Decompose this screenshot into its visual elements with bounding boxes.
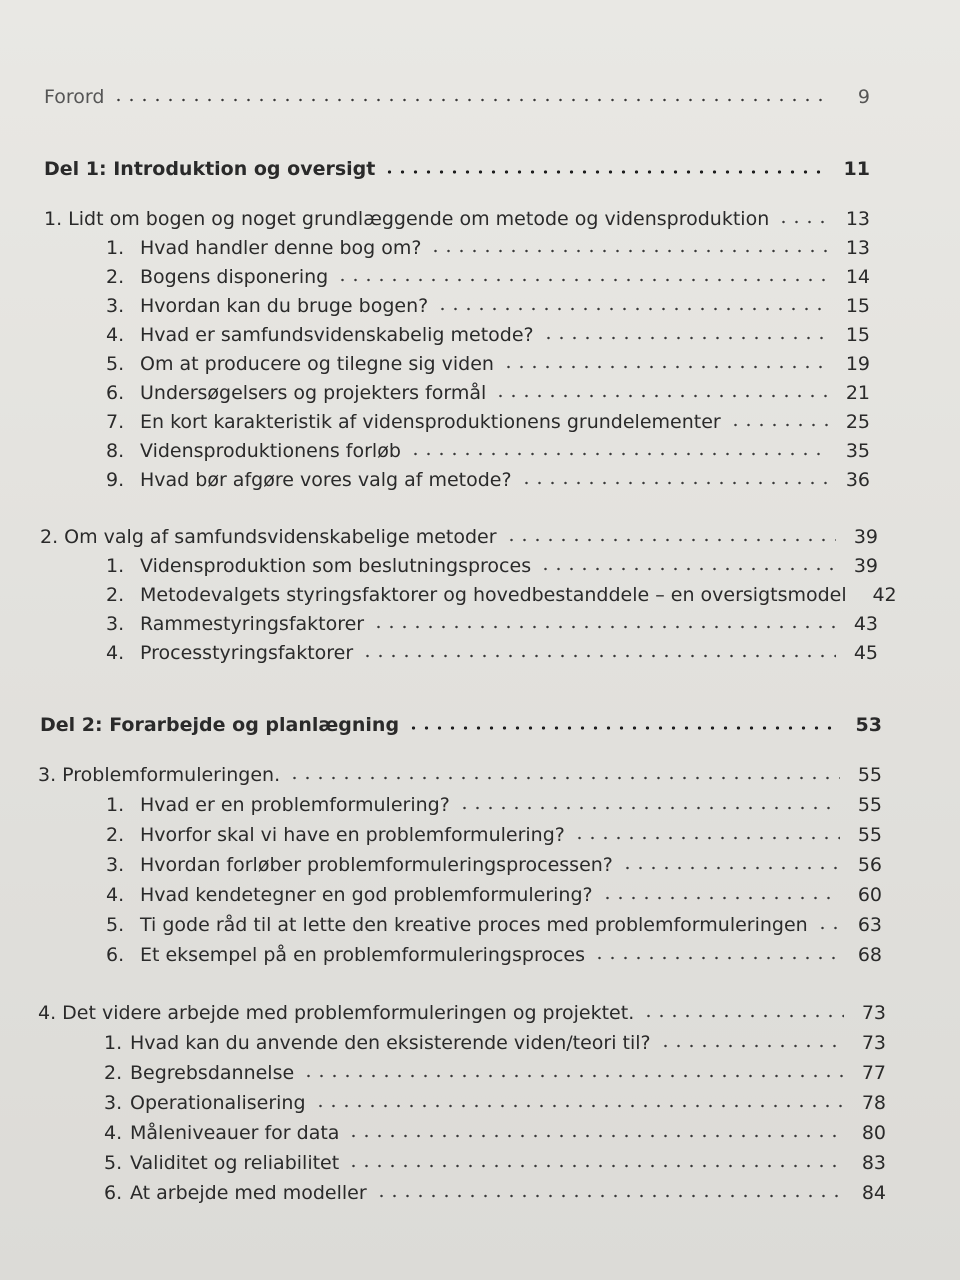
section-number: 3. bbox=[104, 1092, 123, 1114]
section-page: 73 bbox=[861, 1032, 886, 1054]
section-number: 3. bbox=[106, 613, 125, 635]
dot-leader bbox=[347, 1164, 844, 1168]
toc-section bbox=[106, 229, 870, 259]
section-number: 4. bbox=[106, 324, 125, 346]
dot-leader bbox=[505, 538, 836, 542]
section-number: 4. bbox=[106, 642, 125, 664]
toc-section bbox=[106, 461, 870, 491]
part-title: Del 1: Introduktion og oversigt bbox=[44, 158, 376, 180]
section-page: 36 bbox=[845, 469, 870, 491]
toc-entry-forord bbox=[44, 78, 870, 108]
chapter-title: 4. Det videre arbejde med problemformuleringen og projektet. bbox=[38, 1002, 635, 1024]
dot-leader bbox=[494, 394, 828, 398]
dot-leader bbox=[539, 567, 836, 571]
dot-leader bbox=[816, 926, 840, 930]
section-title: Vidensproduktionens forløb bbox=[140, 440, 401, 462]
section-title: Hvad bør afgøre vores valg af metode? bbox=[140, 469, 512, 491]
toc-part-1 bbox=[44, 150, 870, 180]
dot-leader bbox=[502, 365, 828, 369]
toc-section bbox=[106, 906, 882, 936]
chapter-title: 1. Lidt om bogen og noget grundlæggende om metode og vidensproduktion bbox=[44, 208, 770, 230]
section-title: Hvorfor skal vi have en problemformulering? bbox=[140, 824, 565, 846]
section-title: Operationalisering bbox=[130, 1092, 306, 1114]
section-title: Rammestyringsfaktorer bbox=[140, 613, 365, 635]
section-page: 42 bbox=[872, 584, 897, 606]
chapter-title: 2. Om valg af samfundsvidenskabelige metoder bbox=[40, 526, 497, 548]
entry-title: Forord bbox=[44, 86, 105, 108]
chapter-page: 13 bbox=[845, 208, 870, 230]
section-number: 1. bbox=[106, 555, 125, 577]
section-page: 84 bbox=[861, 1182, 886, 1204]
toc-section bbox=[106, 936, 882, 966]
section-page: 45 bbox=[853, 642, 878, 664]
section-title: Hvordan kan du bruge bogen? bbox=[140, 295, 429, 317]
section-number: 1. bbox=[106, 237, 125, 259]
dot-leader bbox=[458, 806, 840, 810]
section-title: Hvad handler denne bog om? bbox=[140, 237, 422, 259]
entry-page: 9 bbox=[857, 86, 870, 108]
part-page: 53 bbox=[855, 714, 882, 736]
dot-leader bbox=[429, 249, 828, 253]
section-number: 2. bbox=[106, 266, 125, 288]
toc-section bbox=[106, 846, 882, 876]
dot-leader bbox=[302, 1074, 844, 1078]
section-title: Ti gode råd til at lette den kreative proces med problemformuleringen bbox=[140, 914, 808, 936]
section-title: En kort karakteristik af vidensproduktionens grundelementer bbox=[140, 411, 721, 433]
section-number: 2. bbox=[106, 584, 125, 606]
dot-leader bbox=[642, 1014, 844, 1018]
section-number: 2. bbox=[104, 1062, 123, 1084]
part-title: Del 2: Forarbejde og planlægning bbox=[40, 714, 400, 736]
dot-leader bbox=[347, 1134, 844, 1138]
part-page: 11 bbox=[843, 158, 870, 180]
dot-leader bbox=[361, 654, 836, 658]
chapter-title: 3. Problemformuleringen. bbox=[38, 764, 281, 786]
chapter-page: 39 bbox=[853, 526, 878, 548]
section-number: 5. bbox=[104, 1152, 123, 1174]
toc-section bbox=[106, 634, 878, 664]
section-number: 4. bbox=[104, 1122, 123, 1144]
toc-chapter-2 bbox=[40, 518, 878, 548]
toc-section bbox=[106, 287, 870, 317]
section-number: 5. bbox=[106, 353, 125, 375]
toc-section bbox=[104, 1054, 886, 1084]
section-page: 15 bbox=[845, 324, 870, 346]
toc-section bbox=[106, 345, 870, 375]
section-number: 3. bbox=[106, 295, 125, 317]
section-number: 6. bbox=[104, 1182, 123, 1204]
toc-section bbox=[104, 1174, 886, 1204]
dot-leader bbox=[729, 423, 828, 427]
section-number: 9. bbox=[106, 469, 125, 491]
dot-leader bbox=[659, 1044, 844, 1048]
dot-leader bbox=[112, 98, 828, 102]
section-title: Metodevalgets styringsfaktorer og hovedbestanddele – en oversigtsmodel bbox=[140, 584, 847, 606]
dot-leader bbox=[383, 170, 828, 174]
section-title: Begrebsdannelse bbox=[130, 1062, 295, 1084]
section-title: Et eksempel på en problemformuleringsproces bbox=[140, 944, 585, 966]
section-title: Undersøgelsers og projekters formål bbox=[140, 382, 487, 404]
section-number: 1. bbox=[104, 1032, 123, 1054]
dot-leader bbox=[601, 896, 840, 900]
section-title: Hvordan forløber problemformuleringsprocessen? bbox=[140, 854, 613, 876]
section-number: 1. bbox=[106, 794, 125, 816]
dot-leader bbox=[593, 956, 840, 960]
dot-leader bbox=[336, 278, 828, 282]
toc-section bbox=[104, 1144, 886, 1174]
section-page: 35 bbox=[845, 440, 870, 462]
dot-leader bbox=[436, 307, 828, 311]
section-number: 7. bbox=[106, 411, 125, 433]
section-number: 6. bbox=[106, 944, 125, 966]
toc-section bbox=[106, 786, 882, 816]
toc-chapter-4 bbox=[38, 994, 886, 1024]
section-page: 80 bbox=[861, 1122, 886, 1144]
dot-leader bbox=[409, 452, 828, 456]
section-page: 55 bbox=[857, 794, 882, 816]
section-number: 6. bbox=[106, 382, 125, 404]
chapter-page: 73 bbox=[861, 1002, 886, 1024]
dot-leader bbox=[542, 336, 828, 340]
section-page: 55 bbox=[857, 824, 882, 846]
section-title: Validitet og reliabilitet bbox=[130, 1152, 340, 1174]
section-page: 21 bbox=[845, 382, 870, 404]
section-page: 43 bbox=[853, 613, 878, 635]
section-title: At arbejde med modeller bbox=[130, 1182, 367, 1204]
section-page: 39 bbox=[853, 555, 878, 577]
dot-leader bbox=[288, 776, 840, 780]
toc-section bbox=[106, 374, 870, 404]
section-number: 4. bbox=[106, 884, 125, 906]
toc-section bbox=[104, 1084, 886, 1114]
section-number: 5. bbox=[106, 914, 125, 936]
section-page: 68 bbox=[857, 944, 882, 966]
section-title: Hvad er en problemformulering? bbox=[140, 794, 450, 816]
toc-section bbox=[106, 258, 870, 288]
dot-leader bbox=[372, 625, 836, 629]
section-title: Processtyringsfaktorer bbox=[140, 642, 354, 664]
toc-section bbox=[104, 1024, 886, 1054]
section-number: 8. bbox=[106, 440, 125, 462]
toc-part-2 bbox=[40, 706, 882, 736]
toc-section bbox=[106, 816, 882, 846]
toc-section bbox=[106, 876, 882, 906]
toc-section bbox=[106, 316, 870, 346]
section-number: 3. bbox=[106, 854, 125, 876]
toc-section bbox=[106, 432, 870, 462]
dot-leader bbox=[520, 481, 828, 485]
section-page: 19 bbox=[845, 353, 870, 375]
dot-leader bbox=[314, 1104, 844, 1108]
section-page: 25 bbox=[845, 411, 870, 433]
section-title: Om at producere og tilegne sig viden bbox=[140, 353, 494, 375]
section-page: 78 bbox=[861, 1092, 886, 1114]
dot-leader bbox=[621, 866, 840, 870]
section-page: 77 bbox=[861, 1062, 886, 1084]
toc-chapter-1 bbox=[44, 200, 870, 230]
section-page: 60 bbox=[857, 884, 882, 906]
section-page: 83 bbox=[861, 1152, 886, 1174]
section-page: 14 bbox=[845, 266, 870, 288]
section-page: 56 bbox=[857, 854, 882, 876]
section-title: Hvad er samfundsvidenskabelig metode? bbox=[140, 324, 534, 346]
toc-section bbox=[106, 576, 897, 606]
section-title: Vidensproduktion som beslutningsproces bbox=[140, 555, 532, 577]
toc-section bbox=[106, 547, 878, 577]
section-title: Bogens disponering bbox=[140, 266, 329, 288]
chapter-page: 55 bbox=[857, 764, 882, 786]
section-page: 13 bbox=[845, 237, 870, 259]
section-title: Hvad kan du anvende den eksisterende viden/teori til? bbox=[130, 1032, 651, 1054]
section-title: Hvad kendetegner en god problemformulering? bbox=[140, 884, 593, 906]
section-page: 15 bbox=[845, 295, 870, 317]
section-title: Måleniveauer for data bbox=[130, 1122, 340, 1144]
toc-chapter-3 bbox=[38, 756, 882, 786]
dot-leader bbox=[407, 726, 840, 730]
dot-leader bbox=[375, 1194, 844, 1198]
toc-section bbox=[104, 1114, 886, 1144]
toc-section bbox=[106, 403, 870, 433]
dot-leader bbox=[573, 836, 840, 840]
toc-section bbox=[106, 605, 878, 635]
section-number: 2. bbox=[106, 824, 125, 846]
dot-leader bbox=[777, 220, 828, 224]
section-page: 63 bbox=[857, 914, 882, 936]
